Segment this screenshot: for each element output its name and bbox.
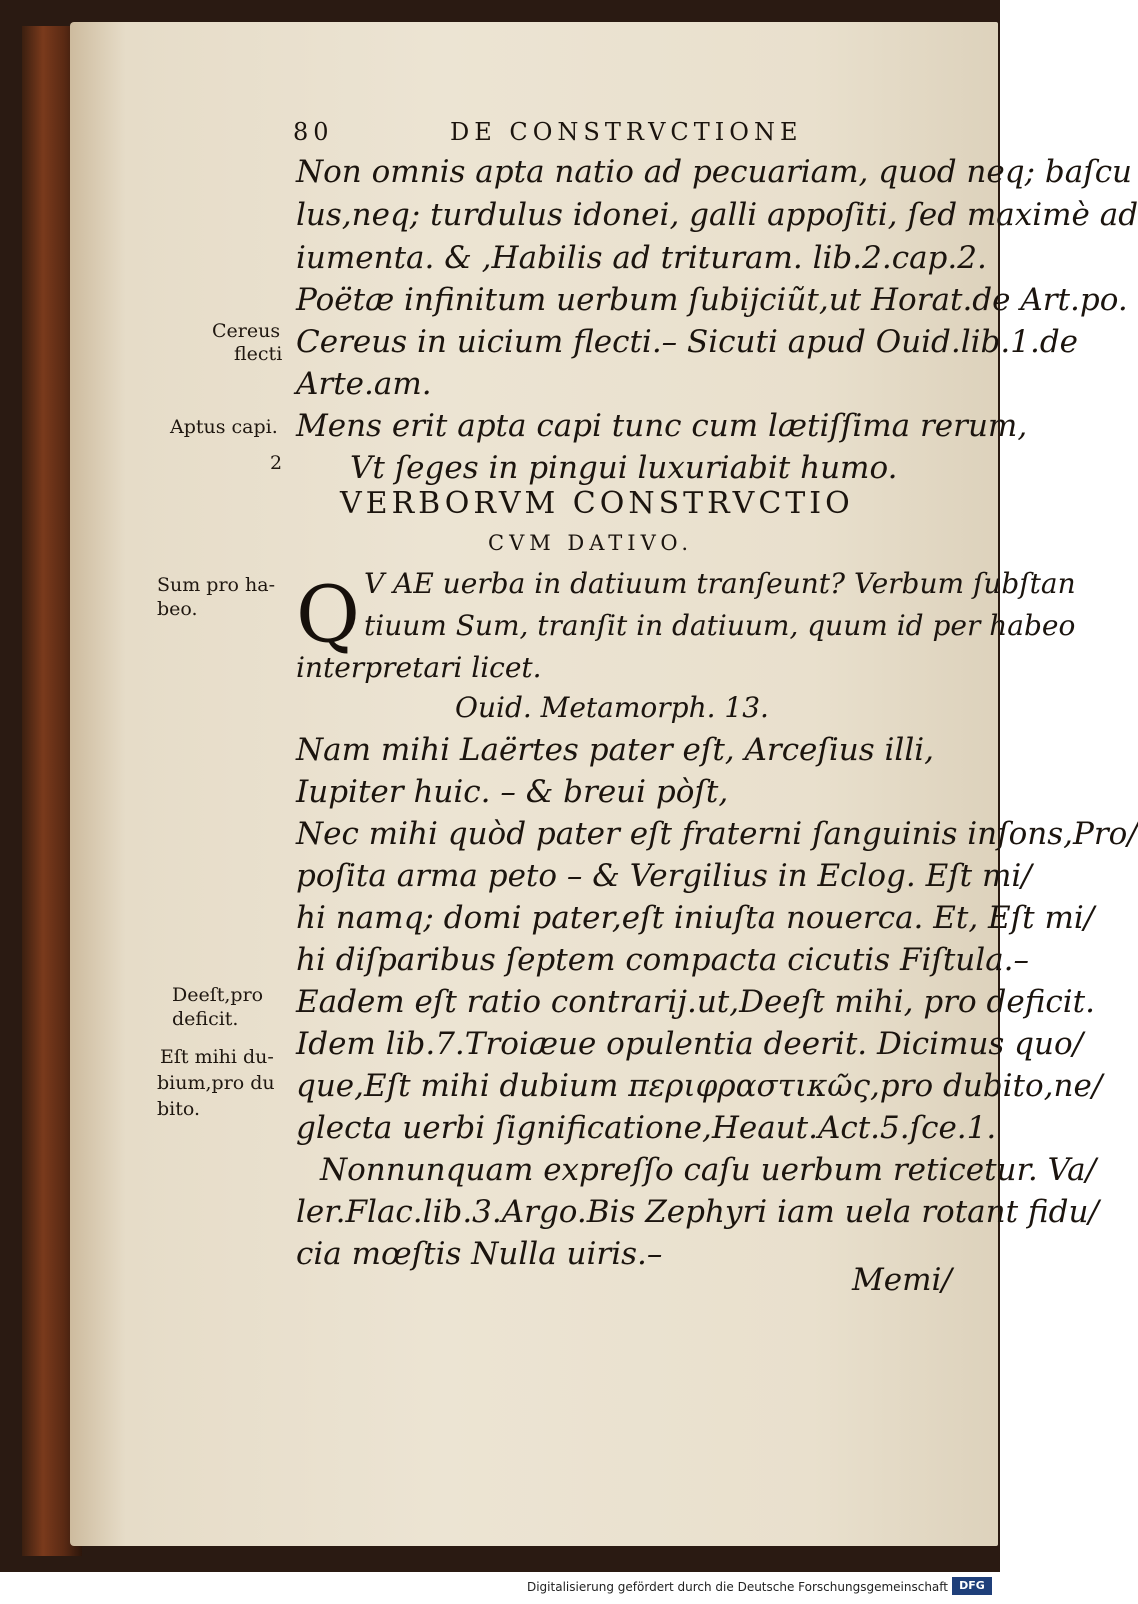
margin-note-sum: beo. xyxy=(157,598,198,620)
text-line: tiuum Sum, tranſit in datiuum, quum id per habeo xyxy=(364,609,1076,642)
text-line: Cereus in uicium flecti.– Sicuti apud Ouid.lib.1.de xyxy=(296,324,1079,360)
running-title: DE CONSTRVCTIONE xyxy=(450,118,803,146)
text-line: interpretari licet. xyxy=(296,651,542,684)
verse-line: Nam mihi Laërtes pater eſt, Arceſius illi, xyxy=(296,732,935,768)
text-line: cia mœſtis Nulla uiris.– xyxy=(296,1236,663,1272)
text-line: Arte.am. xyxy=(296,366,432,402)
text-line: Idem lib.7.Troiæue opulentia deerit. Dicimus quo/ xyxy=(296,1026,1084,1062)
citation: Ouid. Metamorph. 13. xyxy=(455,691,769,724)
text-line: Nonnunquam expreſſo caſu uerbum reticetur. Va/ xyxy=(320,1152,1097,1188)
text-line: glecta uerbi ſignificatione,Heaut.Act.5.ſce.1. xyxy=(296,1110,997,1146)
text-line: V AE uerba in datiuum tranſeunt? Verbum ſubſtan xyxy=(364,567,1076,600)
text-line: ler.Flac.lib.3.Argo.Bis Zephyri iam uela rotant fidu/ xyxy=(296,1194,1099,1230)
text-line: hi namq; domi pater,eſt iniuſta nouerca. Et, Eſt mi/ xyxy=(296,900,1095,936)
text-line: iumenta. & ,Habilis ad trituram. lib.2.cap.2. xyxy=(296,240,987,276)
margin-note-deest: Deeſt,pro xyxy=(172,984,264,1006)
margin-note-est-mihi: Eſt mihi du- xyxy=(160,1046,274,1068)
verse-line: Vt ſeges in pingui luxuriabit humo. xyxy=(350,450,898,486)
text-line: hi diſparibus ſeptem compacta cicutis Fiſtula.– xyxy=(296,942,1030,978)
text-line: que,Eſt mihi dubium περιφραστικῶς,pro dubito,ne/ xyxy=(296,1068,1103,1104)
text-line: Nec mihi quòd pater eſt fraterni ſanguinis inſons,Pro/ xyxy=(296,816,1138,852)
margin-note-est-mihi: bito. xyxy=(157,1098,201,1120)
catchword: Memi/ xyxy=(852,1262,952,1298)
text-line: Non omnis apta natio ad pecuariam, quod neq; baſcu xyxy=(296,154,1133,190)
footer-credit: Digitalisierung gefördert durch die Deutsche Forschungsgemeinschaft xyxy=(526,1580,948,1594)
section-subheading: CVM DATIVO. xyxy=(488,531,694,555)
dfg-logo-icon: DFG xyxy=(952,1577,992,1595)
drop-cap-initial: Q xyxy=(296,570,360,660)
margin-note-aptus: Aptus capi. xyxy=(170,416,278,438)
margin-note-cereus: flecti xyxy=(234,343,283,365)
margin-note-aptus: 2 xyxy=(270,452,283,474)
margin-note-cereus: Cereus xyxy=(212,320,281,342)
text-line: Poëtæ infinitum uerbum ſubijciũt,ut Horat.de Art.po. xyxy=(296,282,1128,318)
text-line: lus,neq; turdulus idonei, galli appoſiti, ſed maximè ad xyxy=(296,197,1138,233)
verse-line: Iupiter huic. – & breui pòſt, xyxy=(296,774,729,810)
section-heading: VERBORVM CONSTRVCTIO xyxy=(340,486,854,521)
page-number: 80 xyxy=(293,118,334,146)
margin-note-deest: deficit. xyxy=(172,1008,239,1030)
text-line: Eadem eſt ratio contrarij.ut,Deeſt mihi, pro deficit. xyxy=(296,984,1095,1020)
text-line: poſita arma peto – & Vergilius in Eclog. Eſt mi/ xyxy=(296,858,1032,894)
verse-line: Mens erit apta capi tunc cum lætiſſima rerum, xyxy=(296,408,1028,444)
margin-note-sum: Sum pro ha- xyxy=(157,574,276,596)
margin-note-est-mihi: bium,pro du xyxy=(157,1072,275,1094)
